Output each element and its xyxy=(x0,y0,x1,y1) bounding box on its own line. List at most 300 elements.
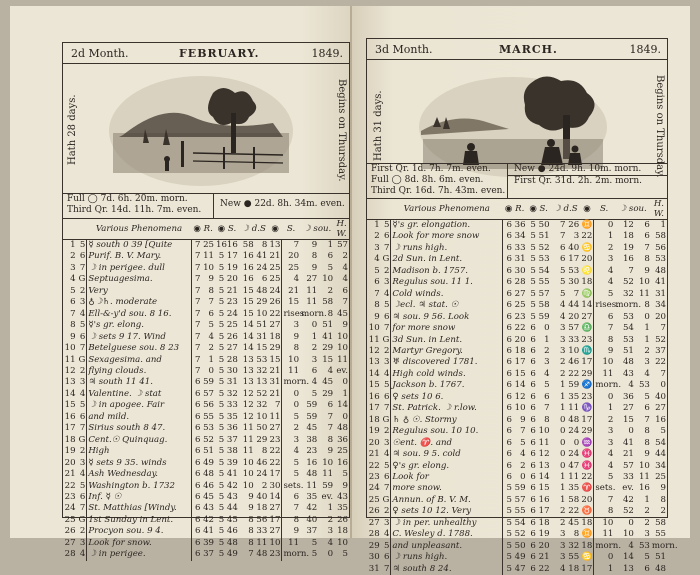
value-cell: 5 xyxy=(282,458,300,469)
value-cell: 56 xyxy=(203,400,215,411)
table-row xyxy=(367,231,667,242)
value-cell: 5 xyxy=(218,251,225,262)
table-row xyxy=(367,541,667,552)
value-cell: 15 xyxy=(322,354,334,365)
month-number: 3d Month. xyxy=(375,43,433,56)
value-cell: 2 xyxy=(327,514,334,525)
value-cell: 58 xyxy=(655,231,666,242)
value-cell: 2 xyxy=(327,285,334,296)
value-cell: 11 xyxy=(568,403,580,414)
value-cell: 30 xyxy=(226,365,238,376)
value-cell: 1 xyxy=(594,564,615,575)
value-cell: 6 xyxy=(191,377,201,388)
value-cell: 4 xyxy=(282,446,300,457)
col-phenomena: Various Phenomena xyxy=(87,219,191,240)
value-cell: 19 xyxy=(622,242,634,253)
value-cell: 3 xyxy=(573,231,580,242)
value-cell: 10 xyxy=(322,274,334,285)
value-cell: ev. xyxy=(321,491,334,502)
value-cell: 57 xyxy=(203,388,215,399)
value-cell: 7 xyxy=(208,297,215,308)
value-cell: 5 xyxy=(79,320,86,331)
february-table xyxy=(63,219,349,561)
value-cell: 6 xyxy=(560,254,566,265)
day-cell: 14 xyxy=(368,368,380,379)
value-cell: 9 xyxy=(520,414,526,425)
value-cell: ♋ xyxy=(581,552,593,563)
value-cell: 6 xyxy=(530,391,536,402)
value-cell: 6 xyxy=(282,492,300,503)
value-cell: 0 xyxy=(560,426,566,437)
value-cell: 0 xyxy=(208,365,215,376)
phenomena-cell: ♁☽♄. moderate xyxy=(87,297,191,308)
value-cell: 6 xyxy=(530,403,536,414)
value-cell: 13 xyxy=(242,354,254,365)
value-cell: 5 xyxy=(218,331,225,342)
value-cell: 29 xyxy=(322,343,334,354)
value-cell: ♓ xyxy=(581,460,593,471)
value-cell: 4 xyxy=(383,368,390,379)
value-cell: 6 xyxy=(530,368,536,379)
value-cell: 6 xyxy=(503,266,513,277)
value-cell: 6 xyxy=(503,461,513,472)
value-cell: 6 xyxy=(503,346,513,357)
value-cell: 39 xyxy=(226,457,238,468)
value-cell: 6 xyxy=(530,540,536,551)
value-cell: 0 xyxy=(594,392,615,403)
value-cell: 8 xyxy=(594,335,615,346)
value-cell: 8 xyxy=(208,285,215,296)
value-cell: 23 xyxy=(581,391,593,402)
value-cell: 8 xyxy=(644,254,650,265)
value-cell: G xyxy=(382,254,390,265)
value-cell: 32 xyxy=(256,400,268,411)
phenomena-cell: ☽ runs high. xyxy=(391,552,503,563)
day-cell: 10 xyxy=(368,323,380,334)
table-row xyxy=(63,274,349,285)
phenomena-cell: ♀'s gr. elong. xyxy=(391,461,503,472)
value-cell: 6 xyxy=(644,403,650,414)
day-cell: 21 xyxy=(368,449,380,460)
value-cell: 59 xyxy=(514,483,526,494)
value-cell: 50 xyxy=(538,220,550,230)
value-cell: 6 xyxy=(503,472,513,483)
table-row xyxy=(63,251,349,262)
value-cell: 1 xyxy=(342,388,348,399)
value-cell: 3 xyxy=(282,320,300,331)
value-cell: 49 xyxy=(514,552,526,563)
value-cell: 53 xyxy=(538,254,550,265)
value-cell: 35 xyxy=(568,391,580,402)
table-row xyxy=(367,529,667,540)
value-cell: 0 xyxy=(282,389,300,400)
value-cell: 4 xyxy=(594,277,615,288)
value-cell: 42 xyxy=(203,514,215,525)
col-high-water: H. W. xyxy=(651,199,667,220)
value-cell: 35 xyxy=(306,491,318,502)
table-row xyxy=(63,481,349,492)
value-cell: 13 xyxy=(622,563,634,574)
value-cell: 16 xyxy=(638,483,650,494)
value-cell: 3 xyxy=(311,354,318,365)
table-row xyxy=(63,469,349,480)
value-cell: 33 xyxy=(514,242,526,253)
value-cell: G xyxy=(382,494,390,505)
value-cell: 6 xyxy=(530,563,536,574)
phenomena-cell: 2d Sun. in Lent. xyxy=(391,254,503,265)
value-cell: 9 xyxy=(248,503,254,514)
value-cell: 8 xyxy=(644,437,650,448)
value-cell: 23 xyxy=(269,434,281,445)
value-cell: 52 xyxy=(622,506,634,517)
table-row xyxy=(367,335,667,346)
value-cell: 7 xyxy=(79,343,86,354)
value-cell: 5 xyxy=(311,388,318,399)
day-cell: 12 xyxy=(64,365,76,376)
value-cell: 4 xyxy=(311,377,318,388)
phenomena-cell: Ash Wednesday. xyxy=(87,469,191,480)
value-cell: 25 xyxy=(514,300,526,311)
value-cell: 6 xyxy=(383,552,390,563)
value-cell: 31 xyxy=(269,377,281,388)
value-cell: 16 xyxy=(622,254,634,265)
value-cell: 10 xyxy=(282,355,300,366)
value-cell: 17 xyxy=(226,251,238,262)
value-cell: 7 xyxy=(191,263,201,274)
col-moon-rise: S. xyxy=(282,219,300,240)
value-cell: 6 xyxy=(503,403,513,414)
table-row xyxy=(63,355,349,366)
value-cell: ♍ xyxy=(581,288,593,299)
value-cell: 33 xyxy=(256,526,268,537)
phenomena-cell: Procyon sou. 9 4. xyxy=(87,526,191,537)
year: 1849. xyxy=(311,47,343,60)
value-cell: 6 xyxy=(191,503,201,514)
value-cell: 6 xyxy=(191,458,201,469)
value-cell: 52 xyxy=(514,529,526,540)
value-cell: 2 xyxy=(311,343,318,354)
phenomena-cell: Cold winds. xyxy=(391,289,503,300)
value-cell: 42 xyxy=(306,503,318,514)
value-cell: 6 xyxy=(530,449,536,460)
moon-full: Full ◯ 8d. 8h. 6m. even. xyxy=(371,175,484,185)
day-cell: 27 xyxy=(368,517,380,528)
value-cell: 40 xyxy=(256,491,268,502)
table-row xyxy=(367,300,667,311)
value-cell: 5 xyxy=(560,265,566,276)
value-cell: 6 xyxy=(503,449,513,460)
winter-landscape-engraving xyxy=(103,73,299,189)
value-cell: 7 xyxy=(573,288,580,299)
value-cell: 12 xyxy=(242,388,254,399)
value-cell: 9 xyxy=(311,240,318,250)
value-cell: 6 xyxy=(261,274,268,285)
value-cell: 5 xyxy=(594,472,615,483)
value-cell: 6 xyxy=(530,517,536,528)
phenomena-cell: ♅ discovered 1781. xyxy=(391,357,503,368)
moon-third-quarter: Third Qr. 14d. 11h. 7m. even. xyxy=(67,205,202,215)
value-cell: 6 xyxy=(530,334,536,345)
value-cell: 43 xyxy=(203,503,215,514)
value-cell: 58 xyxy=(322,297,334,308)
value-cell: 6 xyxy=(191,423,201,434)
value-cell: 6 xyxy=(530,323,536,334)
table-row xyxy=(63,286,349,297)
table-row xyxy=(367,403,667,414)
value-cell: 5 xyxy=(383,220,390,230)
value-cell: 6 xyxy=(191,481,201,492)
value-cell: 8 xyxy=(544,414,550,425)
value-cell: 10 xyxy=(203,262,215,273)
table-row xyxy=(367,323,667,334)
value-cell: 5 xyxy=(218,503,225,514)
value-cell: 5 xyxy=(218,480,225,491)
value-cell: 29 xyxy=(269,343,281,354)
value-cell: 5 xyxy=(282,469,300,480)
value-cell: 14 xyxy=(269,491,281,502)
value-cell: 2 xyxy=(208,343,215,354)
phenomena-cell: ☽ in perigee. xyxy=(87,549,191,560)
value-cell: 1 xyxy=(560,391,566,402)
phenomena-cell: Septuagesima. xyxy=(87,274,191,285)
value-cell: 11 xyxy=(638,471,650,482)
value-cell: 26 xyxy=(337,514,348,525)
value-cell: morn. xyxy=(301,308,327,319)
value-cell: 6 xyxy=(530,494,536,505)
value-cell: 53 xyxy=(203,423,215,434)
value-cell: 6 xyxy=(342,285,348,296)
value-cell: 5 xyxy=(644,391,650,402)
value-cell: 27 xyxy=(514,288,526,299)
day-cell: 13 xyxy=(64,377,76,388)
day-cell: 16 xyxy=(64,411,76,422)
value-cell: 9 xyxy=(644,449,650,460)
value-cell: 21 xyxy=(269,388,281,399)
value-cell: 1 xyxy=(311,331,318,342)
value-cell: ev. xyxy=(336,365,348,376)
value-cell: 18 xyxy=(269,331,281,342)
value-cell: 21 xyxy=(538,552,550,563)
table-header-row xyxy=(367,199,667,220)
table-row xyxy=(63,549,349,560)
value-cell: 6 xyxy=(79,491,86,502)
value-cell: 4 xyxy=(282,274,300,285)
value-cell: 5 xyxy=(218,285,225,296)
value-cell: 34 xyxy=(655,460,666,471)
value-cell: G xyxy=(78,354,86,365)
day-cell: 2 xyxy=(70,251,76,262)
table-row xyxy=(367,506,667,517)
table-row xyxy=(367,483,667,494)
value-cell: 25 xyxy=(269,262,281,273)
day-cell: 6 xyxy=(70,297,76,308)
value-cell: 11 xyxy=(337,354,348,365)
value-cell: 18 xyxy=(256,503,268,514)
value-cell: 14 xyxy=(337,400,348,411)
value-cell: 18 xyxy=(622,231,634,242)
value-cell: 53 xyxy=(638,380,650,391)
value-cell: 10 xyxy=(594,357,615,368)
phenomena-cell: ♃ south 8 24. xyxy=(391,564,503,575)
table-row xyxy=(63,320,349,331)
value-cell: 12 xyxy=(622,220,634,230)
value-cell: 16 xyxy=(242,251,254,262)
value-cell: 46 xyxy=(256,457,268,468)
col-sun-set: ◉ S. xyxy=(527,199,551,220)
value-cell: 20 xyxy=(282,251,300,262)
value-cell: 48 xyxy=(337,423,348,434)
value-cell: 7 xyxy=(327,423,334,434)
value-cell: morn. xyxy=(283,377,310,388)
table-row xyxy=(367,277,667,288)
value-cell: 6 xyxy=(503,392,513,403)
day-cell: 9 xyxy=(70,331,76,342)
value-cell: 25 xyxy=(203,240,215,250)
february-header xyxy=(63,43,349,64)
value-cell: 6 xyxy=(503,220,513,232)
value-cell: 5 xyxy=(503,518,513,529)
value-cell: 5 xyxy=(503,541,513,552)
value-cell: 5 xyxy=(383,460,390,471)
value-cell: 3 xyxy=(560,323,566,334)
value-cell: 4 xyxy=(628,380,634,391)
day-cell: 28 xyxy=(64,549,76,560)
value-cell: 53 xyxy=(568,265,580,276)
value-cell: 7 xyxy=(327,411,334,422)
value-cell: 0 xyxy=(644,311,650,322)
value-cell: 57 xyxy=(337,240,348,250)
moon-new: New ● 24d. 9h. 10m. morn. xyxy=(514,164,642,174)
value-cell: 6 xyxy=(503,254,513,265)
phenomena-cell: ☿'s gr. elongation. xyxy=(391,220,503,232)
day-cell: 9 xyxy=(374,311,380,322)
value-cell: 18 xyxy=(568,563,580,574)
value-cell: ♈ xyxy=(581,483,593,494)
phenomena-cell: and mild. xyxy=(87,412,191,423)
value-cell: 6 xyxy=(530,414,536,425)
table-row xyxy=(367,495,667,506)
value-cell: 46 xyxy=(568,357,580,368)
phenomena-cell: and unpleasant. xyxy=(391,541,503,552)
col-high-water: H. W. xyxy=(334,219,349,240)
value-cell: 37 xyxy=(226,434,238,445)
day-cell: 3 xyxy=(374,242,380,253)
value-cell: 23 xyxy=(306,446,318,457)
value-cell: 6 xyxy=(530,357,536,368)
value-cell: 3 xyxy=(79,297,86,308)
value-cell: 32 xyxy=(622,288,634,299)
value-cell: 16 xyxy=(538,494,550,505)
value-cell: 16 xyxy=(242,262,254,273)
begins-on-text: Begins on Thursday. xyxy=(654,74,665,178)
phenomena-cell: 3d Sun. in Lent. xyxy=(391,335,503,346)
table-row xyxy=(63,377,349,388)
value-cell: 7 xyxy=(383,323,390,334)
col-moon-place: ◉ xyxy=(268,219,282,240)
day-cell: 29 xyxy=(368,540,380,551)
value-cell: 53 xyxy=(638,540,650,551)
value-cell: 55 xyxy=(203,411,215,422)
value-cell: 33 xyxy=(226,400,238,411)
value-cell: 41 xyxy=(256,251,268,262)
day-cell: 23 xyxy=(64,491,76,502)
value-cell: 1 xyxy=(208,354,215,365)
value-cell: 51 xyxy=(538,231,550,242)
value-cell: 0 xyxy=(560,449,566,460)
value-cell: 10 xyxy=(256,308,268,319)
value-cell: 31 xyxy=(514,254,526,265)
value-cell: 6 xyxy=(191,515,201,526)
value-cell: 8 xyxy=(573,529,580,540)
value-cell: 6 xyxy=(544,391,550,402)
day-cell: 21 xyxy=(64,469,76,480)
table-row xyxy=(63,240,349,252)
value-cell: 41 xyxy=(226,469,238,480)
value-cell: G xyxy=(382,334,390,345)
value-cell: 50 xyxy=(514,540,526,551)
table-row xyxy=(367,312,667,323)
value-cell: 32 xyxy=(226,388,238,399)
value-cell: 10 xyxy=(622,529,634,540)
value-cell: 57 xyxy=(514,494,526,505)
value-cell: 22 xyxy=(581,231,593,242)
value-cell: 23 xyxy=(581,334,593,345)
value-cell: 55 xyxy=(514,506,526,517)
value-cell: 48 xyxy=(655,265,666,276)
value-cell: 9 xyxy=(342,480,348,491)
value-cell: 4 xyxy=(594,461,615,472)
value-cell: 10 xyxy=(337,537,348,548)
value-cell: ev. xyxy=(622,483,634,494)
value-cell: 28 xyxy=(514,277,526,288)
value-cell: 1 xyxy=(560,403,566,414)
month-number: 2d Month. xyxy=(71,47,129,60)
value-cell: 12 xyxy=(514,391,526,402)
value-cell: 3 xyxy=(544,357,550,368)
table-row xyxy=(367,392,667,403)
value-cell: 6 xyxy=(530,483,536,494)
value-cell: 10 xyxy=(594,518,615,529)
value-cell: 5 xyxy=(218,308,225,319)
value-cell: 4 xyxy=(327,365,334,376)
value-cell: 9 xyxy=(342,320,348,331)
phenomena-cell: ♀ sets 10 12. Very xyxy=(391,506,503,517)
value-cell: 58 xyxy=(568,494,580,505)
value-cell: 6 xyxy=(191,469,201,480)
value-cell: 7 xyxy=(282,503,300,514)
day-cell: 24 xyxy=(64,503,76,514)
value-cell: 0 xyxy=(544,323,550,334)
value-cell: 13 xyxy=(269,240,281,250)
value-cell: 18 xyxy=(337,526,348,537)
value-cell: 57 xyxy=(622,460,634,471)
value-cell: 5 xyxy=(544,380,550,391)
value-cell: 1 xyxy=(327,240,334,250)
value-cell: 7 xyxy=(191,286,201,297)
value-cell: 6 xyxy=(79,331,86,342)
value-cell: 46 xyxy=(203,480,215,491)
value-cell: 3 xyxy=(594,426,615,437)
value-cell: 18 xyxy=(581,517,593,528)
value-cell: 2 xyxy=(520,460,526,471)
phenomena-cell: ☽ in apogee. Fair xyxy=(87,400,191,411)
value-cell: ♊ xyxy=(581,220,593,230)
value-cell: 22 xyxy=(514,323,526,334)
value-cell: 5 xyxy=(218,377,225,388)
value-cell: 2 xyxy=(594,243,615,254)
value-cell: 2 xyxy=(383,345,390,356)
march-moon-phases xyxy=(367,163,667,199)
